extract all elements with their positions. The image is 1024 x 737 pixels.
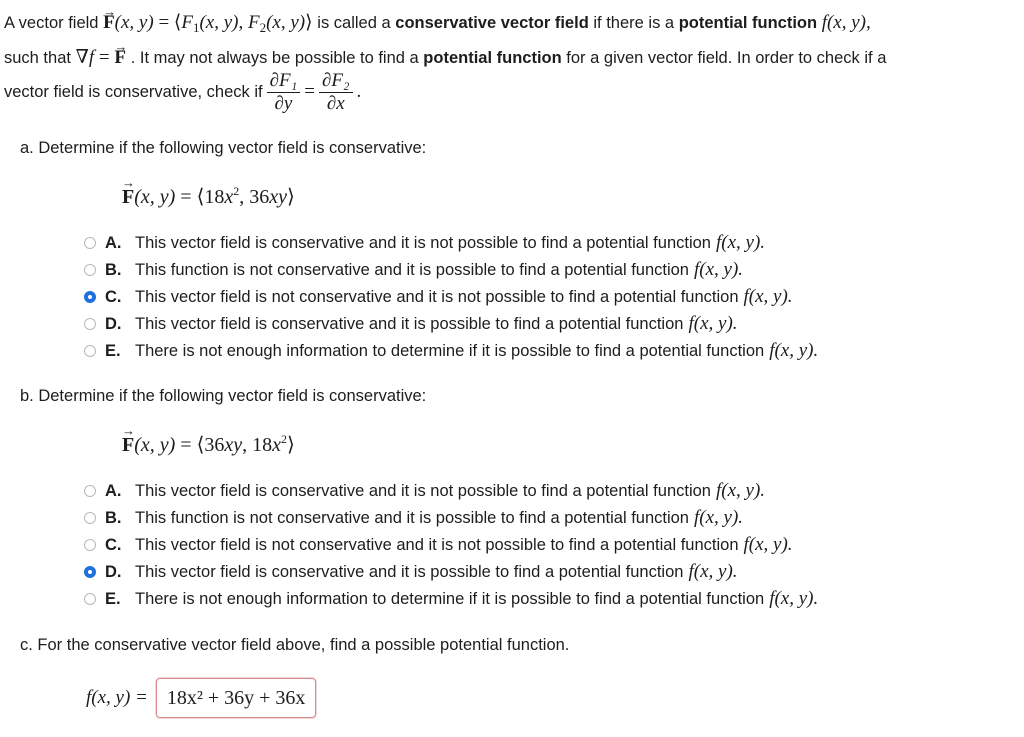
term-potential-function: potential function xyxy=(678,14,818,32)
period: . xyxy=(356,81,362,102)
option-letter: B. xyxy=(105,260,122,279)
part-c-prompt: c. For the conservative vector field above, find a possible potential function. xyxy=(20,636,570,654)
part-a-formula: → F(x, $y) = ⟨18x^2$, 36xy⟩ xyxy=(122,184,295,209)
radio-button[interactable] xyxy=(84,318,96,330)
option-fxy: f(x, y). xyxy=(769,340,819,361)
fxy-math: f(x, y), xyxy=(821,12,871,33)
part-a-option-e[interactable] xyxy=(84,339,818,363)
option-fxy: f(x, y). xyxy=(743,286,793,307)
intro-text: vector field is conservative, check if xyxy=(4,82,263,101)
option-text: This function is not conservative and it is possible to find a potential function xyxy=(135,260,689,279)
part-a-option-c[interactable] xyxy=(84,285,793,309)
part-a-option-d[interactable] xyxy=(84,312,738,336)
option-text: This vector field is not conservative and it is not possible to find a potential function xyxy=(135,287,739,306)
option-fxy: f(x, y). xyxy=(693,507,744,528)
option-fxy: f(x, y). xyxy=(688,313,738,334)
option-fxy: f(x, y). xyxy=(693,259,744,280)
equals-sign: = xyxy=(304,81,315,102)
part-b-prompt: b. Determine if the following vector field is conservative: xyxy=(20,387,427,405)
vector-F-symbol: → F xyxy=(103,8,115,38)
option-text: There is not enough information to determine if it is possible to find a potential function xyxy=(135,589,765,608)
intro-check-line xyxy=(4,64,361,120)
fraction-numerator: ∂F₂ xyxy=(319,70,353,93)
radio-button[interactable] xyxy=(84,485,96,497)
answer-value: 18x² + 36y + 36x xyxy=(166,686,306,709)
option-text: This vector field is conservative and it is not possible to find a potential function xyxy=(135,481,711,500)
option-text: This vector field is conservative and it is possible to find a potential function xyxy=(135,562,684,581)
radio-button-selected[interactable] xyxy=(84,291,96,303)
part-c-answer-row xyxy=(86,676,316,720)
answer-label: f(x, y) = xyxy=(86,687,148,708)
option-fxy: f(x, y). xyxy=(769,588,819,609)
answer-input[interactable] xyxy=(156,678,317,718)
option-letter: A. xyxy=(105,233,122,252)
option-letter: D. xyxy=(105,562,122,581)
term-conservative-vector-field: conservative vector field xyxy=(395,14,589,32)
option-letter: A. xyxy=(105,481,122,500)
option-fxy: f(x, y). xyxy=(743,534,793,555)
option-letter: E. xyxy=(105,341,121,360)
term-potential-function-2: potential function xyxy=(423,49,562,67)
option-letter: C. xyxy=(105,535,122,554)
intro-text: A vector field xyxy=(4,14,99,32)
option-text: This vector field is conservative and it is possible to find a potential function xyxy=(135,314,684,333)
option-text: There is not enough information to determine if it is possible to find a potential function xyxy=(135,341,765,360)
option-letter: B. xyxy=(105,508,122,527)
fraction-denominator: ∂x xyxy=(326,92,345,114)
part-b-formula: → F(x, y) = ⟨36xy, $18x^2⟩$ xyxy=(122,432,295,457)
option-text: This vector field is conservative and it is not possible to find a potential function xyxy=(135,233,711,252)
intro-text: for a given vector field. In order to check if a xyxy=(566,49,887,67)
fraction-numerator: ∂F₁ xyxy=(267,70,301,93)
intro-text: . It may not always be possible to find a xyxy=(130,49,419,67)
partial-fraction-1 xyxy=(267,70,301,115)
fraction-denominator: ∂y xyxy=(274,92,293,114)
part-b-option-a[interactable] xyxy=(84,479,765,503)
option-fxy: f(x, y). xyxy=(715,232,766,253)
radio-button[interactable] xyxy=(84,593,96,605)
intro-text: such that xyxy=(4,49,71,67)
part-b-option-b[interactable] xyxy=(84,506,743,530)
radio-button[interactable] xyxy=(84,512,96,524)
part-a-option-b[interactable] xyxy=(84,258,743,282)
radio-button[interactable] xyxy=(84,264,96,276)
intro-text: if there is a xyxy=(593,14,675,32)
field-definition: → F(x, $y) = ⟨F_1(x$, y), $F_2(x$, y)⟩ xyxy=(103,12,317,33)
gradient-equation: ∇f = → F xyxy=(76,47,131,68)
option-letter: C. xyxy=(105,287,122,306)
partial-fraction-2 xyxy=(319,70,353,115)
radio-button[interactable] xyxy=(84,539,96,551)
option-fxy: f(x, y). xyxy=(715,480,766,501)
option-fxy: f(x, y). xyxy=(688,561,738,582)
part-b-option-d[interactable] xyxy=(84,560,738,584)
part-b-option-c[interactable] xyxy=(84,533,793,557)
part-a-option-a[interactable] xyxy=(84,231,765,255)
part-b-option-e[interactable] xyxy=(84,587,818,611)
option-text: This function is not conservative and it is possible to find a potential function xyxy=(135,508,689,527)
radio-button-selected[interactable] xyxy=(84,566,96,578)
option-text: This vector field is not conservative and it is not possible to find a potential function xyxy=(135,535,739,554)
radio-button[interactable] xyxy=(84,345,96,357)
intro-text: is called a xyxy=(317,14,391,32)
option-letter: E. xyxy=(105,589,121,608)
part-a-prompt: a. Determine if the following vector field is conservative: xyxy=(20,139,427,157)
radio-button[interactable] xyxy=(84,237,96,249)
option-letter: D. xyxy=(105,314,122,333)
